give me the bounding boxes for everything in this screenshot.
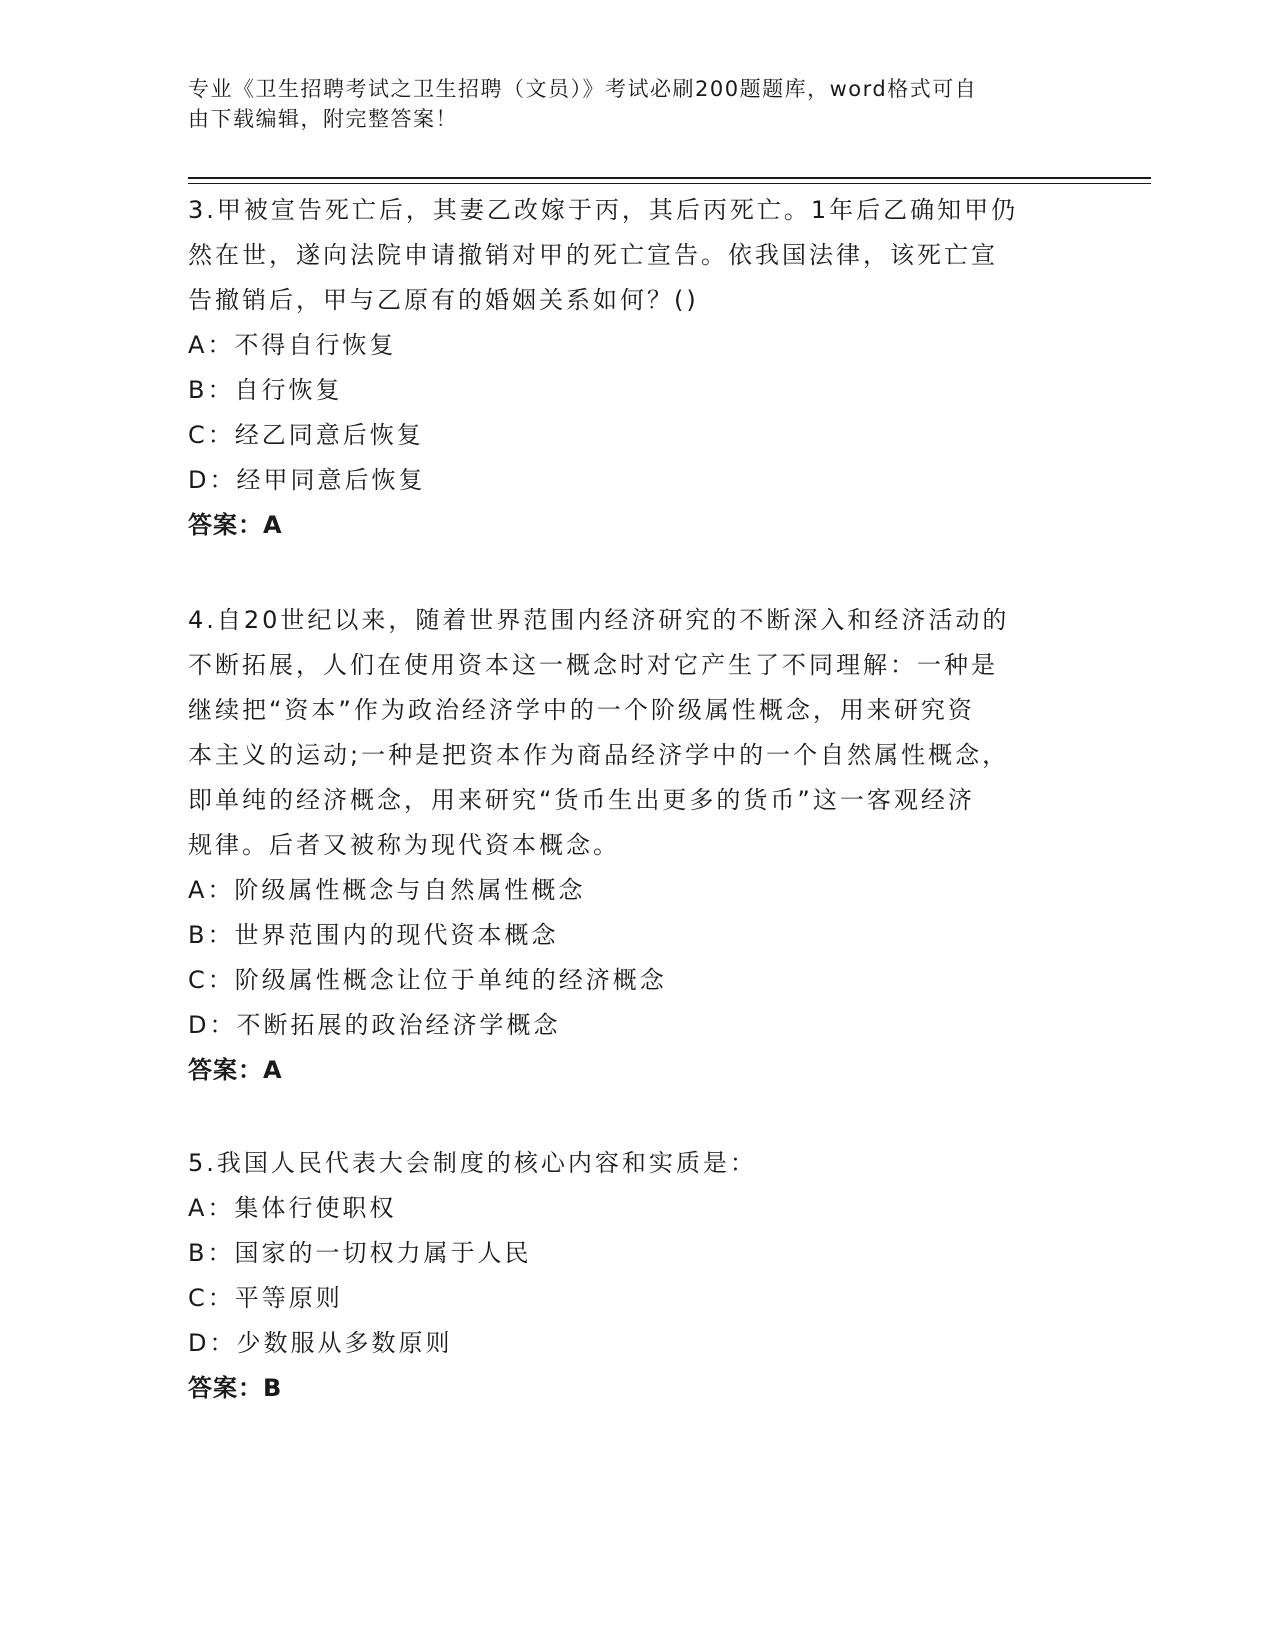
header-divider-thick — [188, 177, 1151, 179]
option-b: B：世界范围内的现代资本概念 — [188, 921, 559, 949]
question-stem-line: 3.甲被宣告死亡后，其妻乙改嫁于丙，其后丙死亡。1年后乙确知甲仍 — [188, 196, 1019, 224]
option-a: A：集体行使职权 — [188, 1194, 397, 1222]
question-stem-line: 继续把“资本”作为政治经济学中的一个阶级属性概念，用来研究资 — [188, 696, 975, 724]
option-d: D：经甲同意后恢复 — [188, 466, 426, 494]
question-4 — [188, 598, 1088, 1093]
question-stem-line: 4.自20世纪以来，随着世界范围内经济研究的不断深入和经济活动的 — [188, 606, 1010, 634]
question-stem-line: 规律。后者又被称为现代资本概念。 — [188, 831, 620, 859]
question-stem-line: 本主义的运动;一种是把资本作为商品经济学中的一个自然属性概念， — [188, 741, 1010, 769]
option-d: D：少数服从多数原则 — [188, 1329, 453, 1357]
header-line-1: 专业《卫生招聘考试之卫生招聘（文员）》考试必刷200题题库，word格式可自 — [188, 77, 978, 101]
answer-label: 答案：A — [188, 511, 283, 539]
option-d: D：不断拓展的政治经济学概念 — [188, 1011, 561, 1039]
question-3 — [188, 188, 1088, 548]
option-c: C：经乙同意后恢复 — [188, 421, 424, 449]
question-stem-line: 5.我国人民代表大会制度的核心内容和实质是： — [188, 1149, 757, 1177]
option-c: C：平等原则 — [188, 1284, 343, 1312]
option-a: A：不得自行恢复 — [188, 331, 397, 359]
answer-label: 答案：A — [188, 1056, 283, 1084]
option-c: C：阶级属性概念让位于单纯的经济概念 — [188, 966, 667, 994]
header-divider-thin — [188, 183, 1151, 184]
option-a: A：阶级属性概念与自然属性概念 — [188, 876, 586, 904]
option-b: B：国家的一切权力属于人民 — [188, 1239, 532, 1267]
header-line-2: 由下载编辑，附完整答案！ — [188, 107, 458, 131]
question-stem-line: 不断拓展，人们在使用资本这一概念时对它产生了不同理解：一种是 — [188, 651, 998, 679]
question-stem-line: 告撤销后，甲与乙原有的婚姻关系如何？() — [188, 286, 699, 314]
question-5 — [188, 1141, 1088, 1411]
question-stem-line: 然在世，遂向法院申请撤销对甲的死亡宣告。依我国法律，该死亡宣 — [188, 241, 998, 269]
document-header — [188, 74, 1068, 134]
option-b: B：自行恢复 — [188, 376, 343, 404]
question-stem-line: 即单纯的经济概念，用来研究“货币生出更多的货币”这一客观经济 — [188, 786, 975, 814]
answer-label: 答案：B — [188, 1374, 283, 1402]
